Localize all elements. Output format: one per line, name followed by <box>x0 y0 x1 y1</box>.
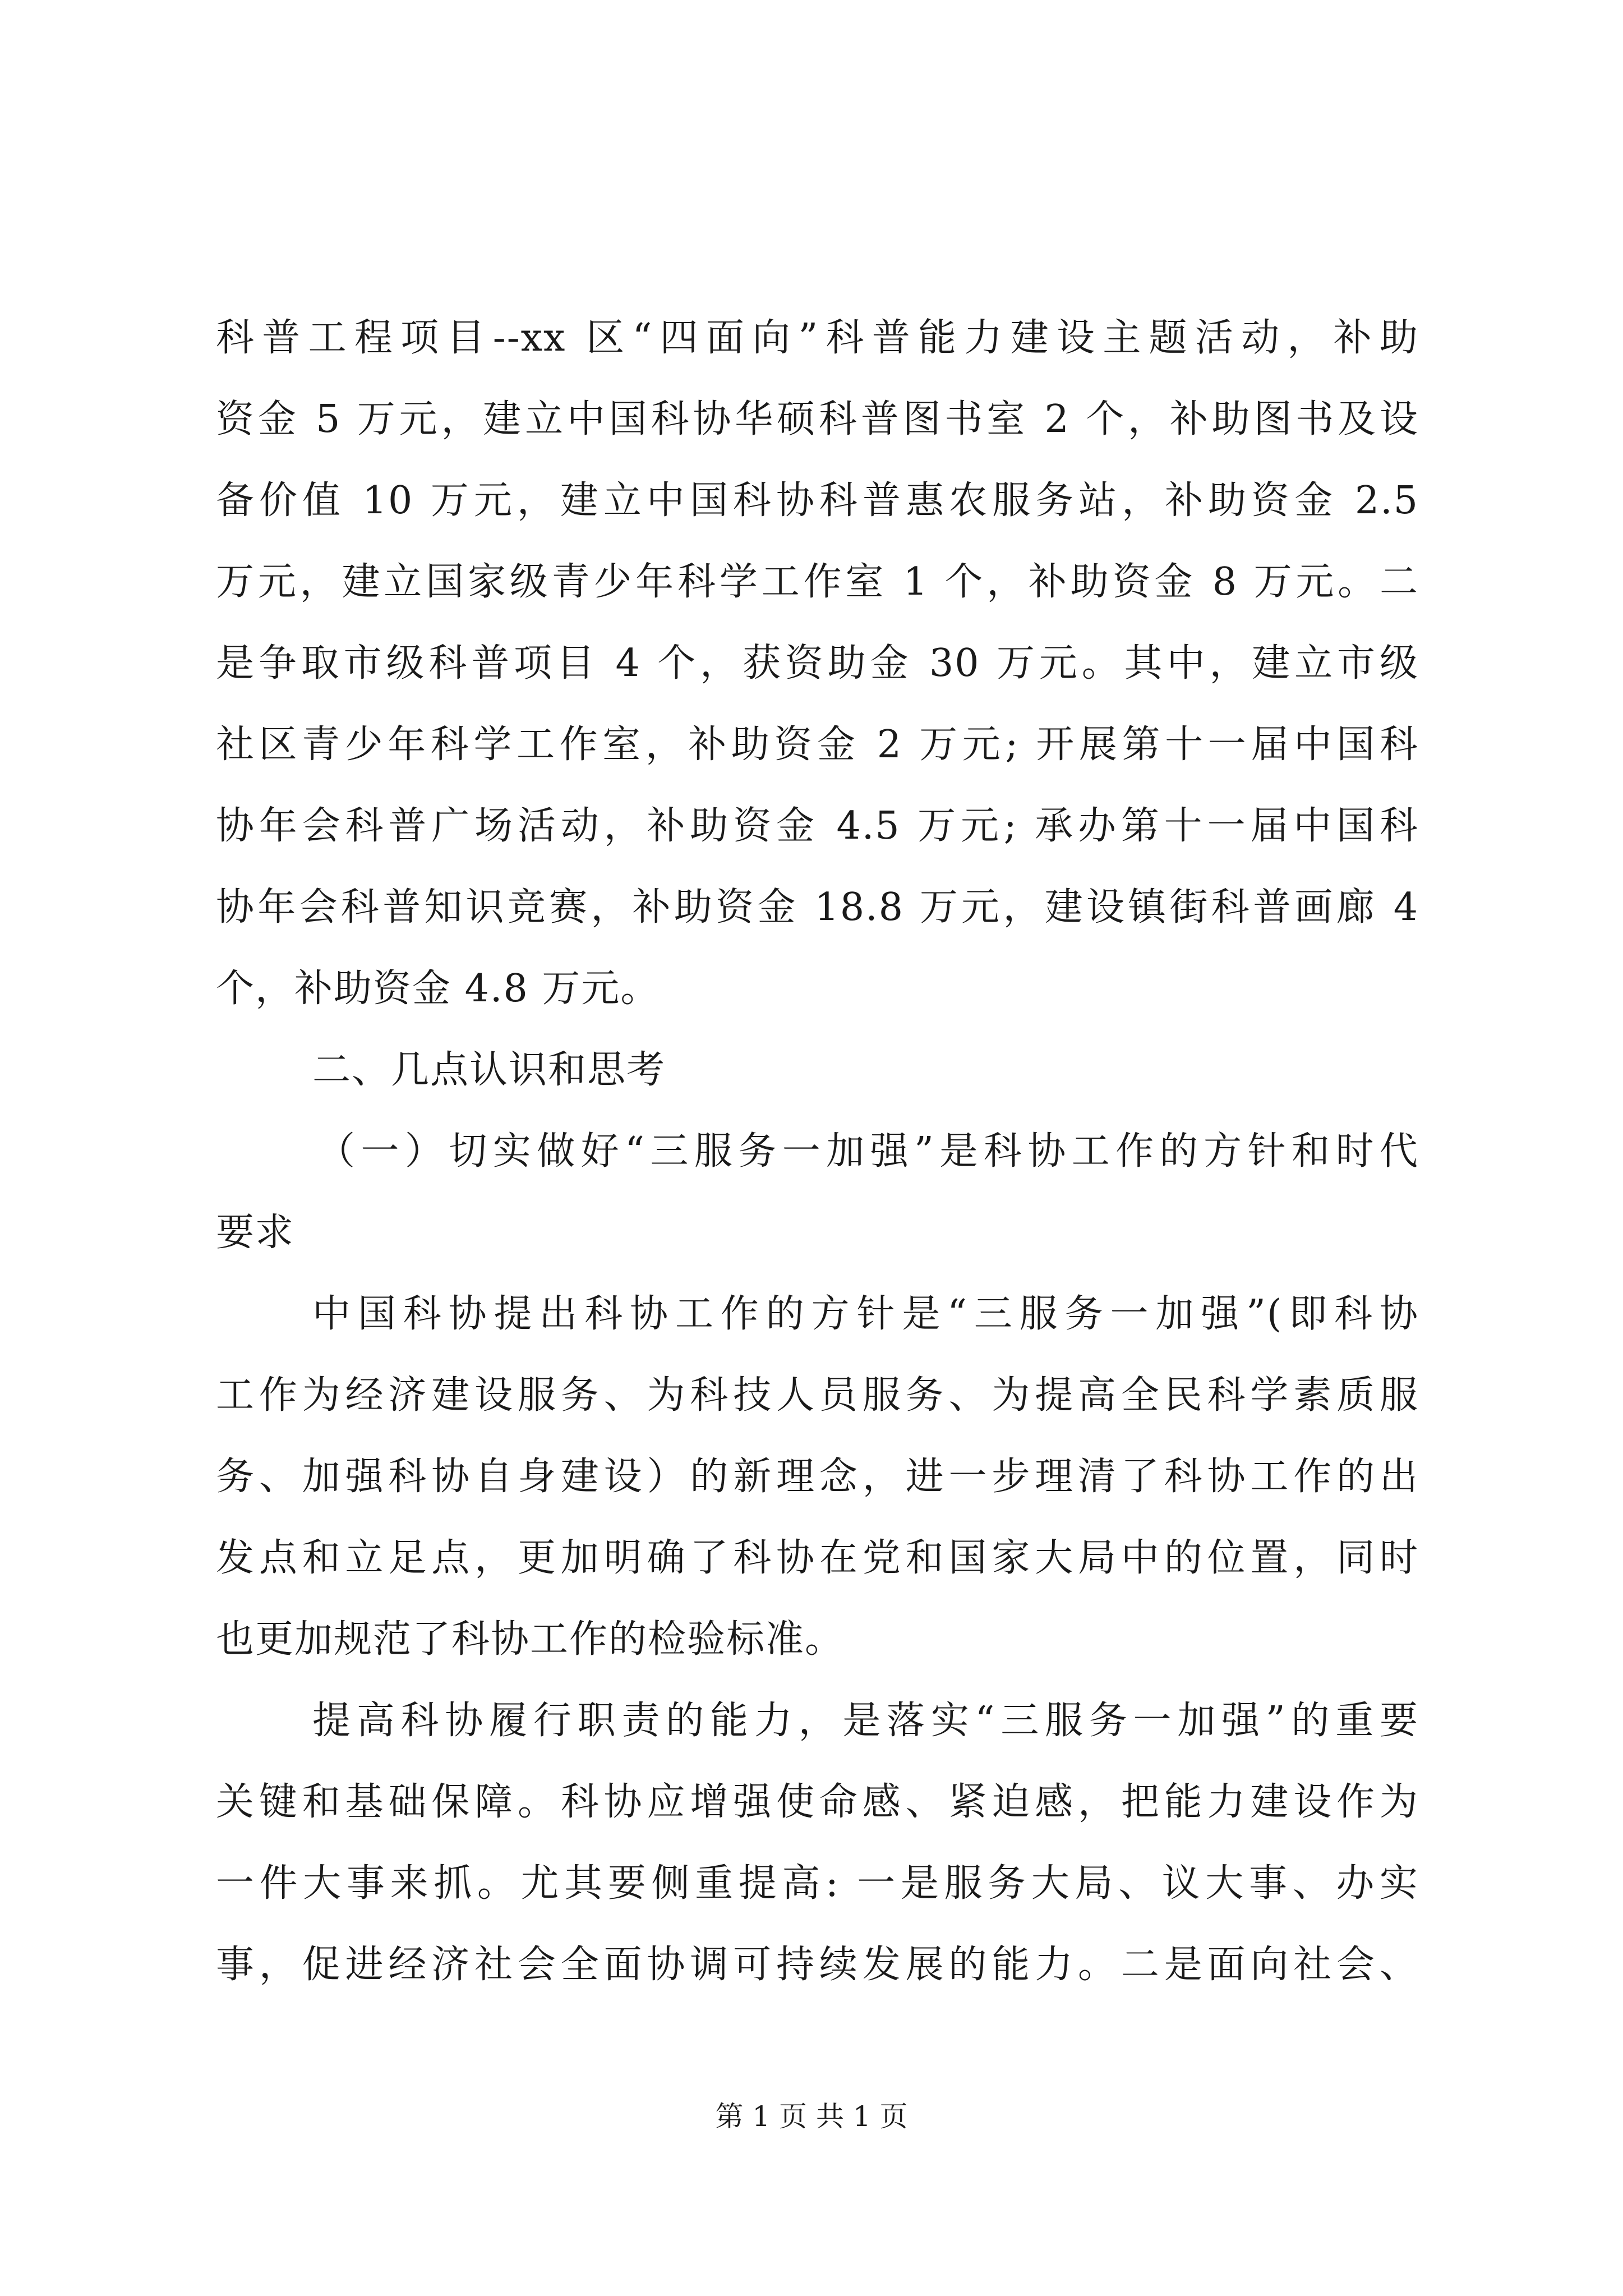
text-line: 工作为经济建设服务、为科技人员服务、为提高全民科学素质服 <box>216 1373 1419 1418</box>
subsection-heading-cont: 要求 <box>216 1211 295 1255</box>
text-line: 务、加强科协自身建设）的新理念，进一步理清了科协工作的出 <box>216 1455 1419 1499</box>
subsection-heading: （一）切实做好“三服务一加强”是科协工作的方针和时代 <box>317 1129 1419 1174</box>
text-line: 是争取市级科普项目 4 个，获资助金 30 万元。其中，建立市级 <box>216 641 1419 685</box>
text-line: 发点和立足点，更加明确了科协在党和国家大局中的位置，同时 <box>216 1536 1419 1580</box>
text-line: 资金 5 万元，建立中国科协华硕科普图书室 2 个，补助图书及设 <box>216 397 1419 441</box>
text-line: 社区青少年科学工作室，补助资金 2 万元; 开展第十一届中国科 <box>216 723 1419 767</box>
text-line: 协年会科普广场活动，补助资金 4.5 万元; 承办第十一届中国科 <box>216 804 1419 848</box>
section-heading: 二、几点认识和思考 <box>312 1048 666 1092</box>
text-line: 一件大事来抓。尤其要侧重提高: 一是服务大局、议大事、办实 <box>216 1861 1419 1906</box>
text-line: 备价值 10 万元，建立中国科协科普惠农服务站，补助资金 2.5 <box>216 478 1419 523</box>
text-line: 科普工程项目--xx 区“四面向”科普能力建设主题活动，补助 <box>216 316 1419 360</box>
page-footer: 第 1 页 共 1 页 <box>715 2100 908 2133</box>
text-line: 个，补助资金 4.8 万元。 <box>216 967 660 1011</box>
text-line: 事，促进经济社会全面协调可持续发展的能力。二是面向社会、 <box>216 1943 1419 1987</box>
document-body <box>216 297 1419 2005</box>
text-line: 关键和基础保障。科协应增强使命感、紧迫感，把能力建设作为 <box>216 1780 1419 1824</box>
text-line: 也更加规范了科协工作的检验标准。 <box>216 1617 845 1662</box>
text-line: 万元，建立国家级青少年科学工作室 1 个，补助资金 8 万元。二 <box>216 560 1419 604</box>
paragraph-start: 提高科协履行职责的能力，是落实“三服务一加强”的重要 <box>312 1699 1419 1743</box>
paragraph-start: 中国科协提出科协工作的方针是“三服务一加强”(即科协 <box>312 1292 1419 1336</box>
text-line: 协年会科普知识竞赛，补助资金 18.8 万元，建设镇街科普画廊 4 <box>216 885 1419 930</box>
